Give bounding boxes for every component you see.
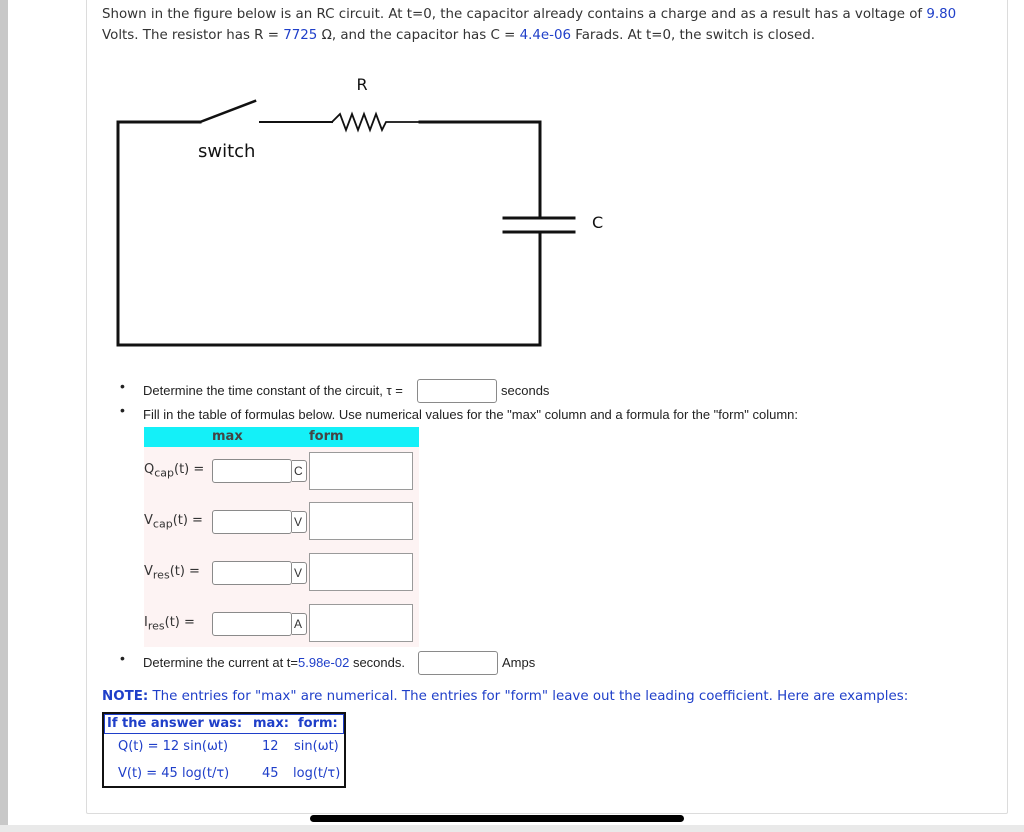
circuit-wire-left (118, 122, 540, 345)
example-head-max: max: (253, 716, 289, 731)
table-instructions-text: Fill in the table of formulas below. Use numerical values for the "max" column and a formula for the "form" column: (143, 407, 799, 422)
bullet-dot: • (120, 402, 125, 418)
capacitor-label: C (592, 213, 604, 232)
capacitance-value: 4.4e-06 (519, 28, 571, 43)
example-head-form: form: (298, 716, 338, 731)
bullet-dot: • (120, 378, 125, 394)
tau-prefix: Determine the time constant of the circuit, τ = (143, 383, 403, 398)
vres-max-input[interactable] (212, 561, 292, 585)
row-var: V (144, 513, 153, 528)
intro-part4: Farads. At t=0, the switch is closed. (570, 28, 815, 43)
row-var: I (144, 615, 148, 630)
resistor-symbol (332, 114, 420, 130)
header-max: max (212, 429, 243, 444)
vres-form-input[interactable] (309, 553, 413, 591)
ires-unit: A (292, 613, 307, 635)
intro-part3: , and the capacitor has C = (331, 28, 520, 43)
example-table (102, 712, 346, 788)
row-sub: res (152, 568, 170, 582)
row-rest: (t) = (174, 462, 205, 477)
row-label-ires (144, 615, 195, 633)
formula-table-header (144, 427, 419, 447)
row-rest: (t) = (164, 615, 195, 630)
voltage-value: 9.80 (926, 7, 957, 22)
row-rest: (t) = (172, 513, 203, 528)
qcap-unit: C (292, 460, 307, 482)
example-max-2: 45 (262, 766, 279, 781)
vres-unit: V (292, 562, 307, 584)
qcap-form-input[interactable] (309, 452, 413, 490)
resistor-label: R (356, 75, 368, 94)
ires-form-input[interactable] (309, 604, 413, 642)
note-body: The entries for "max" are numerical. The entries for "form" leave out the leading coefficient. Here are examples: (148, 689, 909, 704)
intro-part2: Volts. The resistor has R = (102, 28, 284, 43)
current-prefix: Determine the current at t= (143, 655, 298, 670)
rc-circuit-diagram (100, 60, 620, 360)
current-suffix: seconds. (349, 655, 405, 670)
row-label-vres (144, 564, 200, 582)
bullet-dot: • (120, 650, 125, 666)
row-var: V (144, 564, 153, 579)
vcap-unit: V (292, 511, 307, 533)
example-max-1: 12 (262, 739, 279, 754)
vcap-max-input[interactable] (212, 510, 292, 534)
switch-blade (200, 101, 255, 122)
left-edge-bar (0, 0, 8, 832)
example-form-1: sin(ωt) (294, 739, 339, 754)
row-rest: (t) = (169, 564, 200, 579)
current-text (143, 655, 405, 670)
row-sub: cap (154, 466, 175, 480)
current-time-value: 5.98e-02 (298, 655, 350, 670)
row-sub: cap (152, 517, 173, 531)
row-var: Q (144, 462, 155, 477)
example-table-header (104, 714, 344, 734)
circuit-wire-right-top (420, 122, 540, 218)
example-answer-2: V(t) = 45 log(t/τ) (118, 766, 230, 781)
ohm-symbol: Ω (317, 28, 332, 43)
example-answer-1: Q(t) = 12 sin(ωt) (118, 739, 229, 754)
note-label: NOTE: (102, 689, 149, 704)
bottom-strip (0, 825, 1024, 832)
example-head-answer: If the answer was: (107, 716, 243, 731)
current-input[interactable] (418, 651, 498, 675)
row-label-qcap (144, 462, 204, 480)
ires-max-input[interactable] (212, 612, 292, 636)
qcap-max-input[interactable] (212, 459, 292, 483)
row-sub: res (147, 619, 165, 633)
resistance-value: 7725 (283, 28, 318, 43)
example-form-2: log(t/τ) (293, 766, 341, 781)
tau-unit: seconds (501, 383, 550, 398)
intro-part1: Shown in the figure below is an RC circuit. At t=0, the capacitor already contains a charge and as a result has a voltage of (102, 7, 927, 22)
switch-label: switch (198, 141, 256, 162)
home-indicator (310, 815, 684, 822)
header-form: form (309, 429, 344, 444)
problem-statement (102, 4, 1002, 46)
row-label-vcap (144, 513, 203, 531)
current-unit: Amps (502, 655, 536, 670)
vcap-form-input[interactable] (309, 502, 413, 540)
note-text (102, 689, 908, 704)
tau-input[interactable] (417, 379, 497, 403)
